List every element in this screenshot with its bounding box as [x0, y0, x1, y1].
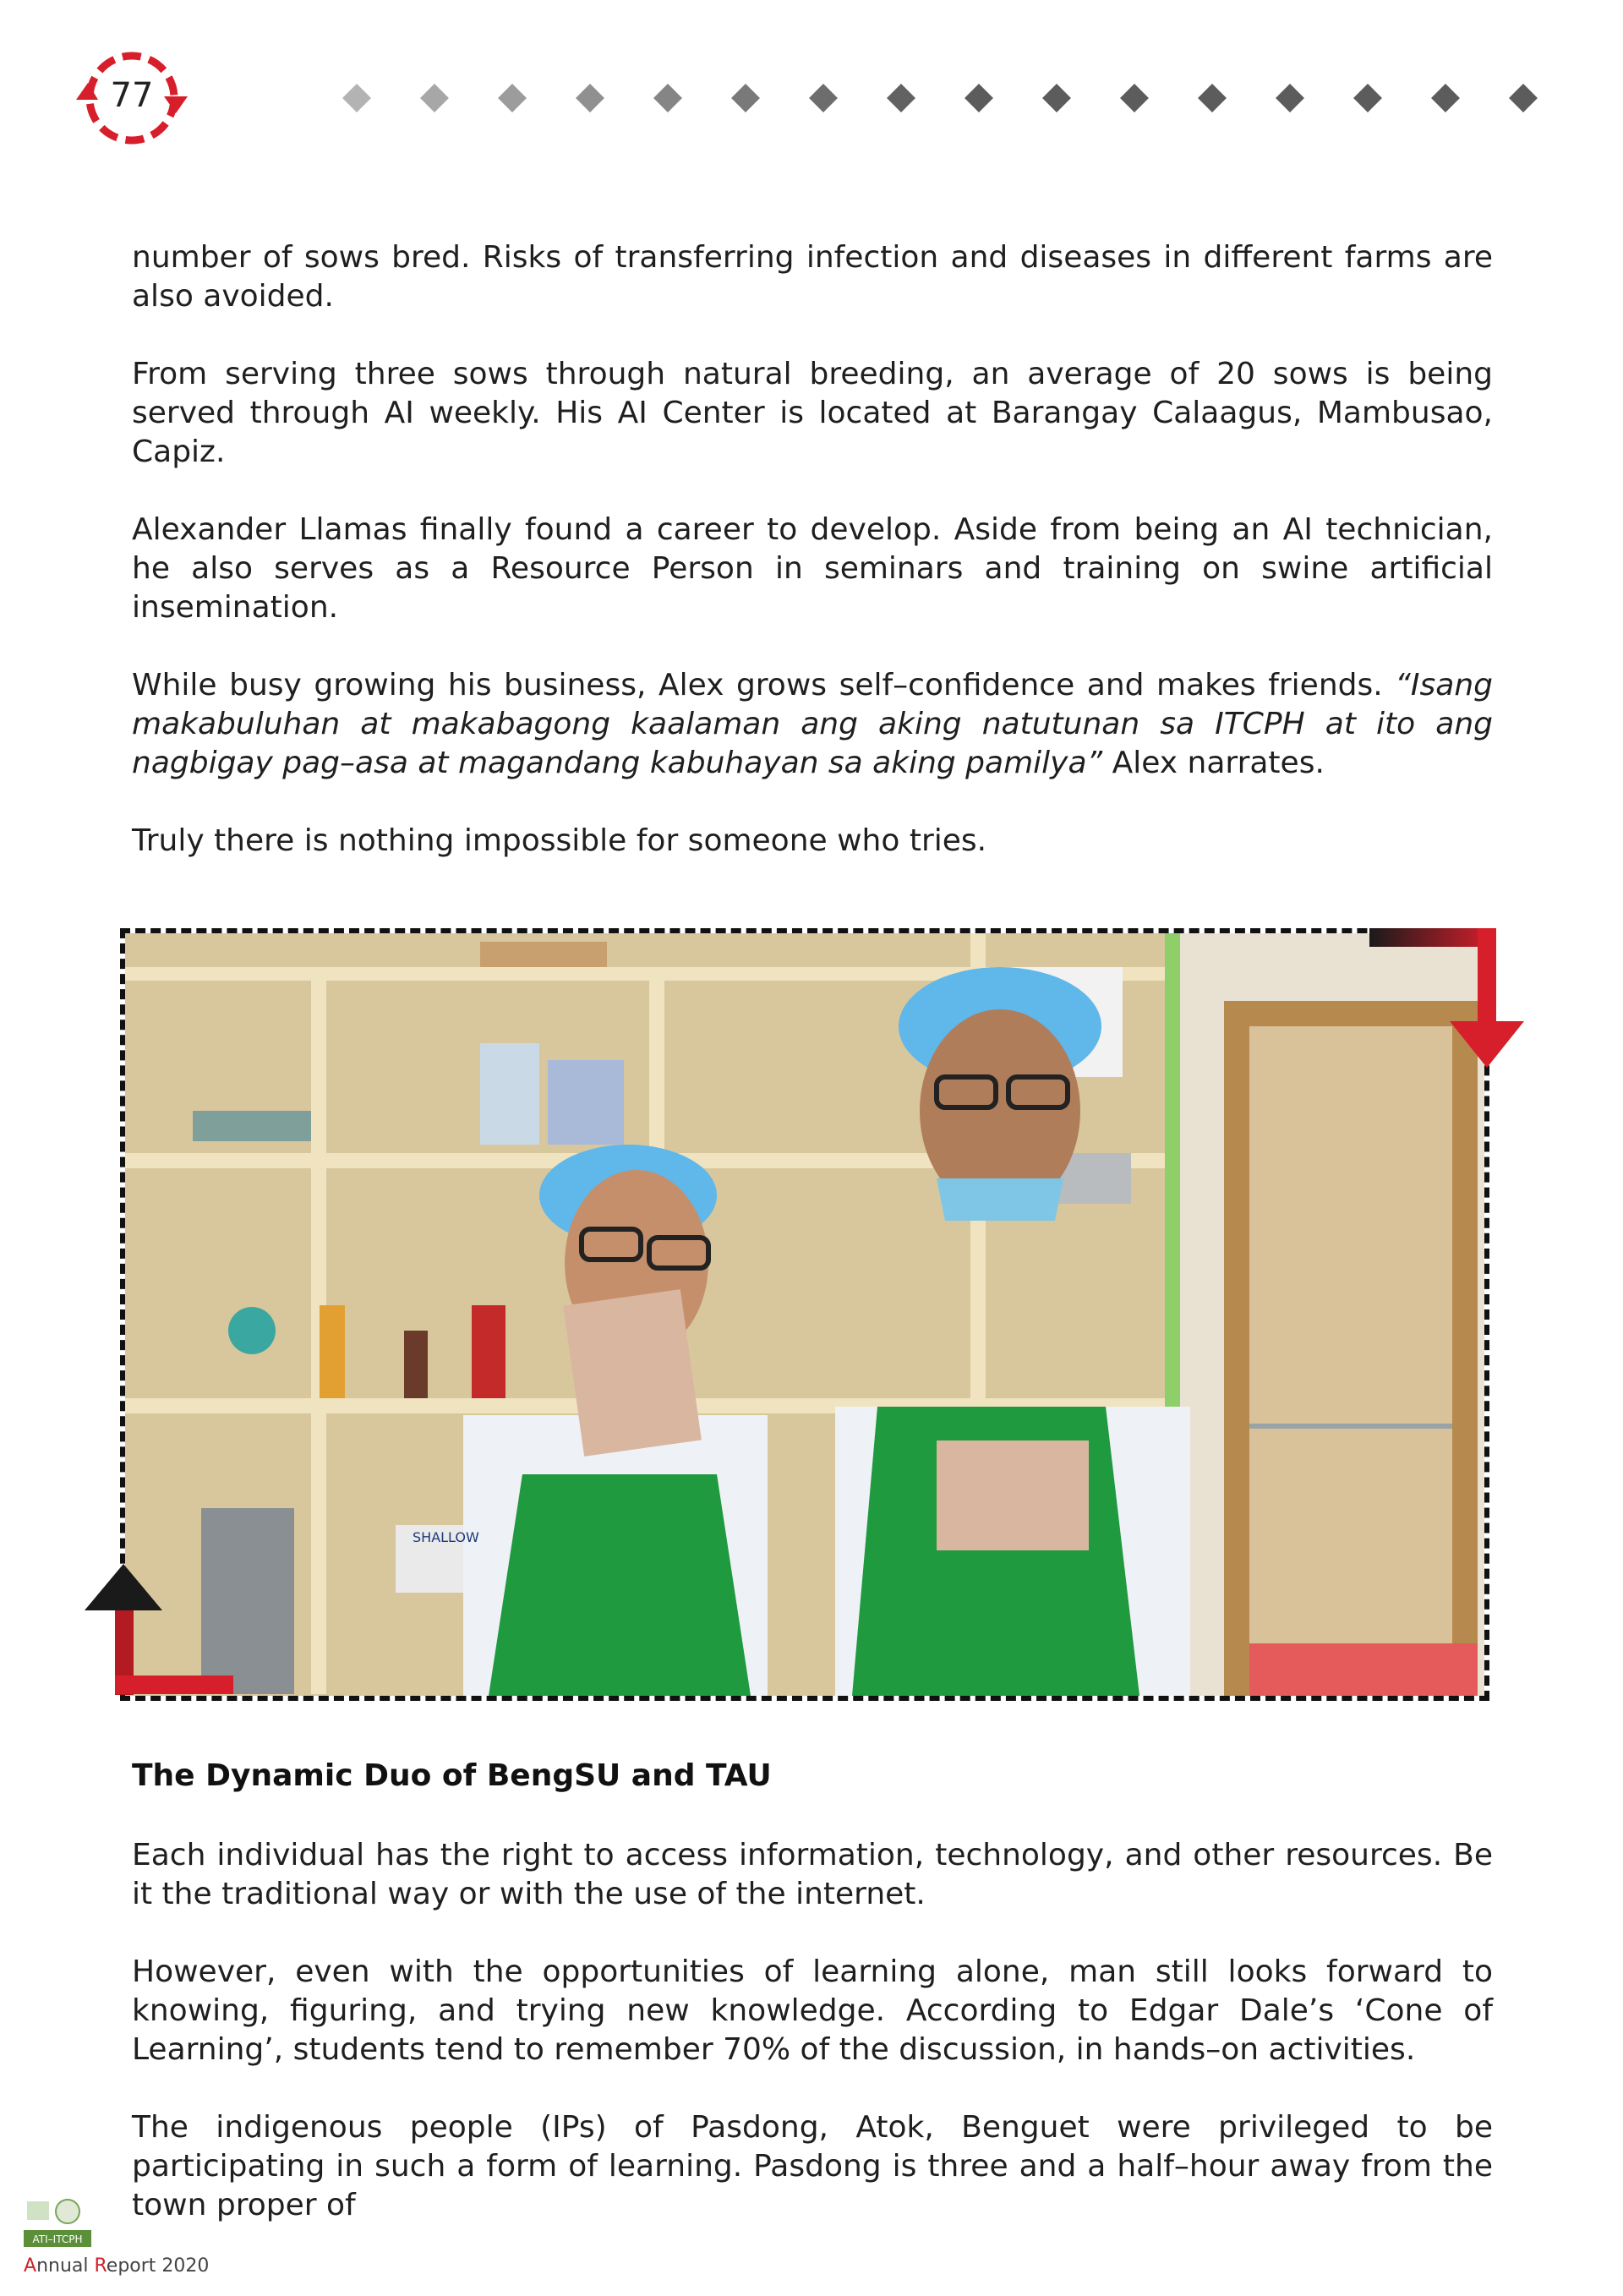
- box-label: SHALLOW: [413, 1529, 479, 1545]
- diamond-icon: [1120, 84, 1149, 112]
- quote-tail: Alex narrates.: [1102, 746, 1325, 780]
- paragraph: The indigenous people (IPs) of Pasdong, Atok, Benguet were privileged to be participating in such a form of learning. Pasdong is three and a half–hour away from the town proper of: [132, 2110, 1493, 2222]
- diamond-icon: [342, 84, 371, 112]
- page-number-badge: [73, 47, 191, 149]
- article-text-top: [132, 238, 1493, 899]
- diamond-icon: [887, 84, 915, 112]
- ati-seal-icon: [56, 2200, 79, 2223]
- testimonial-quote: “Isang makabuluhan at makabagong kaalaman ang aking natutunan sa ITCPH at ito ang nagbigay pag–asa at magandang kabuhayan sa aking pamilya”: [132, 668, 1493, 780]
- diamond-icon: [1431, 84, 1460, 112]
- diamond-icon: [1509, 84, 1538, 112]
- section-heading: The Dynamic Duo of BengSU and TAU: [132, 1758, 772, 1793]
- diamond-icon: [1198, 84, 1227, 112]
- paragraph: From serving three sows through natural breeding, an average of 20 sows is being served through AI weekly. His AI Center is located at Barangay Calaagus, Mambusao, Capiz.: [132, 357, 1493, 469]
- paragraph: However, even with the opportunities of learning alone, man still looks forward to knowing, figuring, and trying new knowledge. According to Edgar Dale’s ‘Cone of Learning’, students tend to remember 70% of the discussion, in hands–on activities.: [132, 1954, 1493, 2067]
- diamond-icon: [420, 84, 449, 112]
- diamond-icon: [965, 84, 993, 112]
- page-number: 77: [110, 76, 154, 115]
- iso-logo-icon: [27, 2201, 49, 2220]
- corner-arrow-bottom-left-icon: [81, 1564, 242, 1708]
- decorative-diamond-row: [338, 83, 1623, 117]
- photo-frame: [120, 928, 1489, 1701]
- diamond-icon: [1276, 84, 1304, 112]
- diamond-icon: [1042, 84, 1071, 112]
- diamond-icon: [653, 84, 682, 112]
- diamond-icon: [809, 84, 838, 112]
- footer-report-label: Annual Report 2020: [24, 2255, 210, 2277]
- footer-logo-text: ATI–ITCPH: [32, 2233, 83, 2245]
- paragraph: number of sows bred. Risks of transferring infection and diseases in different farms are also avoided.: [132, 240, 1493, 314]
- quote-lead: While busy growing his business, Alex grows self–confidence and makes friends.: [132, 668, 1396, 702]
- diamond-icon: [1353, 84, 1382, 112]
- paragraph: Each individual has the right to access information, technology, and other resources. Be it the traditional way or with the use of the internet.: [132, 1838, 1493, 1911]
- diamond-icon: [731, 84, 760, 112]
- paragraph: Alexander Llamas finally found a career to develop. Aside from being an AI technician, he also serves as a Resource Person in seminars and training on swine artificial insemination.: [132, 512, 1493, 625]
- article-text-bottom: [132, 1836, 1493, 2264]
- closing-line: Truly there is nothing impossible for someone who tries.: [132, 823, 987, 858]
- corner-arrow-top-right-icon: [1369, 928, 1530, 1072]
- photo-two-trainees-holding-products: [125, 933, 1484, 1696]
- quote-paragraph: [132, 666, 1493, 783]
- diamond-icon: [498, 84, 527, 112]
- footer-logos: [24, 2198, 91, 2249]
- diamond-icon: [576, 84, 604, 112]
